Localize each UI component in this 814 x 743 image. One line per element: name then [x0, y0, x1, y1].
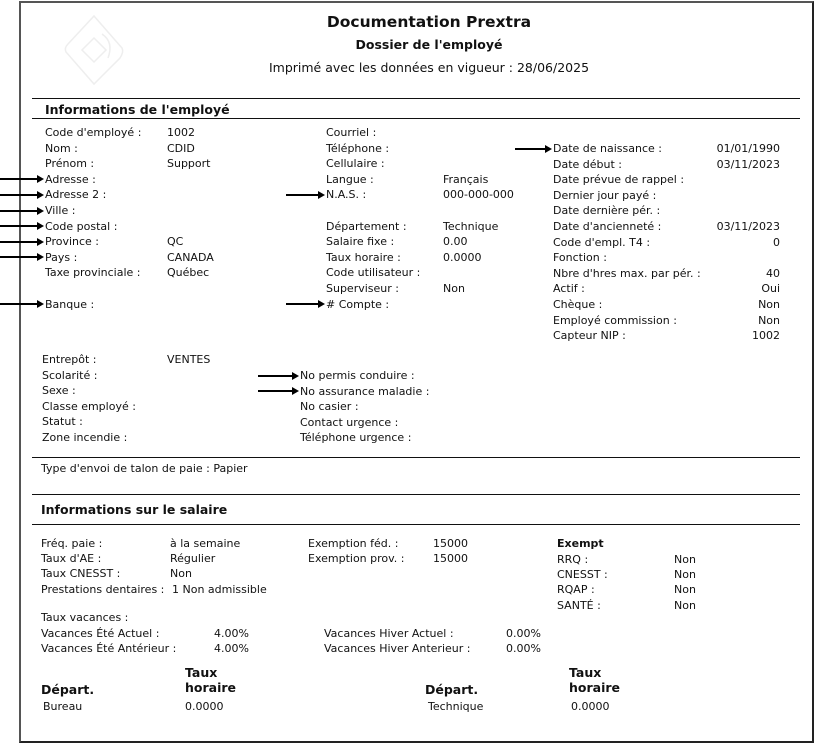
field-value: Non	[674, 583, 696, 597]
field-label: Chèque :	[553, 298, 603, 311]
rate-header: Taux	[185, 665, 218, 680]
document-title: Documentation Prextra	[326, 13, 532, 31]
pointer-arrow-icon	[0, 194, 38, 196]
field-value: 01/01/1990	[716, 142, 780, 155]
field-value: 000-000-000	[443, 188, 514, 202]
field-value: Québec	[167, 266, 210, 280]
field-label: Prestations dentaires :	[41, 582, 165, 596]
field-label: Code postal :	[45, 219, 118, 233]
field-value: Non	[443, 282, 465, 295]
field-label: Fonction :	[553, 251, 607, 265]
pointer-arrow-icon	[0, 241, 38, 243]
field-label: Prénom :	[45, 157, 95, 171]
pointer-arrow-icon	[258, 390, 293, 392]
rate-header: Taux	[569, 665, 602, 680]
field-label: Cellulaire :	[326, 157, 385, 171]
exempt-title: Exempt	[557, 537, 604, 550]
field-label: Capteur NIP :	[553, 329, 626, 343]
field-value: 4.00%	[214, 627, 249, 640]
section-divider	[32, 118, 800, 119]
field-label: Province :	[45, 235, 100, 249]
field-label: No permis conduire :	[300, 369, 415, 382]
field-value: Non	[758, 313, 780, 327]
rate-header: horaire	[569, 680, 621, 695]
section-divider	[32, 98, 800, 99]
field-value: Non	[758, 298, 780, 311]
field-value: Non	[674, 553, 696, 566]
field-label: Nom :	[45, 141, 78, 155]
field-value: 1002	[752, 329, 780, 343]
field-label: Vacances Hiver Actuel :	[324, 627, 454, 640]
field-label: Taxe provinciale :	[45, 266, 141, 280]
field-label: Langue :	[326, 172, 374, 186]
section-divider	[32, 494, 800, 495]
field-label: SANTÉ :	[557, 598, 601, 612]
field-label: RQAP :	[557, 583, 595, 597]
field-label: N.A.S. :	[326, 188, 367, 202]
dept-header: Départ.	[425, 682, 479, 697]
field-value: Français	[443, 172, 489, 186]
rate-header: horaire	[185, 680, 237, 695]
field-label: Pays :	[45, 250, 78, 264]
field-value: 4.00%	[214, 642, 249, 656]
pointer-arrow-icon	[515, 148, 546, 150]
pointer-arrow-icon	[286, 303, 319, 305]
field-label: Code utilisateur :	[326, 266, 421, 280]
field-label: Téléphone urgence :	[300, 431, 412, 445]
field-label: Taux horaire :	[326, 250, 401, 264]
pointer-arrow-icon	[0, 225, 38, 227]
field-value: QC	[167, 235, 184, 249]
field-label: Taux d'AE :	[41, 552, 102, 566]
field-label: Code d'employé :	[45, 126, 142, 139]
field-value: 15000	[433, 537, 468, 550]
field-label: Département :	[326, 219, 407, 233]
field-label: Vacances Été Actuel :	[41, 627, 160, 640]
field-value: à la semaine	[170, 537, 241, 550]
field-label: Dernier jour payé :	[553, 188, 657, 202]
section-divider	[32, 524, 800, 525]
field-label: Scolarité :	[42, 368, 98, 382]
field-label: Nbre d'hres max. par pér. :	[553, 266, 701, 280]
field-value: CDID	[167, 141, 195, 155]
field-value: 1 Non admissible	[172, 582, 267, 596]
pointer-arrow-icon	[0, 178, 38, 180]
field-value: 03/11/2023	[716, 157, 780, 171]
document-subtitle: Dossier de l'employé	[355, 37, 503, 52]
pointer-arrow-icon	[258, 375, 293, 377]
pointer-arrow-icon	[0, 210, 38, 212]
dept-header: Départ.	[41, 682, 95, 697]
field-value: Technique	[443, 219, 499, 233]
pointer-arrow-icon	[0, 256, 38, 258]
field-value: Régulier	[170, 552, 216, 566]
field-label: Contact urgence :	[300, 415, 399, 429]
field-label: Classe employé :	[42, 399, 136, 413]
field-value: Oui	[761, 282, 780, 296]
field-label: Date de naissance :	[553, 142, 662, 155]
field-value: 15000	[433, 552, 468, 566]
field-value: Support	[167, 157, 211, 171]
field-value: 0.0000	[443, 250, 482, 264]
field-label: Exemption féd. :	[308, 537, 399, 550]
field-label: Code d'empl. T4 :	[553, 235, 651, 249]
field-label: Vacances Hiver Anterieur :	[324, 642, 471, 656]
field-label: Fréq. paie :	[41, 537, 103, 550]
field-label: Téléphone :	[326, 141, 390, 155]
paystub-type: Type d'envoi de talon de paie : Papier	[41, 462, 248, 475]
field-value: Non	[674, 568, 696, 582]
field-label: Taux CNESST :	[41, 567, 121, 581]
vacation-title: Taux vacances :	[41, 611, 129, 624]
field-label: Sexe :	[42, 384, 76, 398]
field-label: Actif :	[553, 282, 585, 296]
field-value: Non	[674, 598, 696, 612]
dept-name: Technique	[428, 700, 484, 713]
field-label: No casier :	[300, 400, 359, 414]
printed-date: Imprimé avec les données en vigueur : 28/06/2025	[268, 60, 590, 75]
field-label: Date début :	[553, 157, 623, 171]
field-label: RRQ :	[557, 553, 589, 566]
pointer-arrow-icon	[0, 303, 38, 305]
dept-rate: 0.0000	[185, 700, 224, 713]
field-label: Banque :	[45, 297, 95, 311]
field-label: Salaire fixe :	[326, 235, 395, 249]
field-label: Adresse :	[45, 172, 96, 186]
field-label: No assurance maladie :	[300, 384, 430, 398]
field-label: Employé commission :	[553, 313, 677, 327]
field-value: Non	[170, 567, 192, 581]
field-value: 0.00%	[506, 642, 541, 656]
field-label: Entrepôt :	[42, 353, 97, 366]
field-value: 03/11/2023	[716, 220, 780, 233]
salary-section-title: Informations sur le salaire	[41, 502, 228, 517]
field-value: 0.00%	[506, 627, 541, 640]
field-label: CNESST :	[557, 568, 608, 582]
field-label: Exemption prov. :	[308, 552, 405, 566]
field-label: Superviseur :	[326, 282, 399, 295]
pointer-arrow-icon	[286, 194, 319, 196]
field-value: VENTES	[167, 353, 211, 366]
field-value: 1002	[167, 126, 195, 139]
field-label: Statut :	[42, 415, 83, 429]
field-label: Date prévue de rappel :	[553, 173, 685, 187]
dept-rate: 0.0000	[571, 700, 610, 713]
field-value: 0.00	[443, 235, 468, 249]
field-label: # Compte :	[326, 297, 390, 311]
dept-name: Bureau	[43, 700, 83, 713]
field-value: CANADA	[167, 250, 214, 264]
section-divider	[32, 457, 800, 458]
field-label: Date d'ancienneté :	[553, 220, 662, 233]
field-value: 0	[773, 235, 780, 249]
field-label: Vacances Été Antérieur :	[41, 642, 177, 656]
field-label: Date dernière pér. :	[553, 204, 661, 218]
employee-section-title: Informations de l'employé	[45, 102, 230, 117]
field-value: 40	[766, 266, 780, 280]
field-label: Ville :	[45, 204, 76, 217]
field-label: Courriel :	[326, 126, 377, 139]
field-label: Adresse 2 :	[45, 188, 107, 202]
field-label: Zone incendie :	[42, 431, 128, 444]
